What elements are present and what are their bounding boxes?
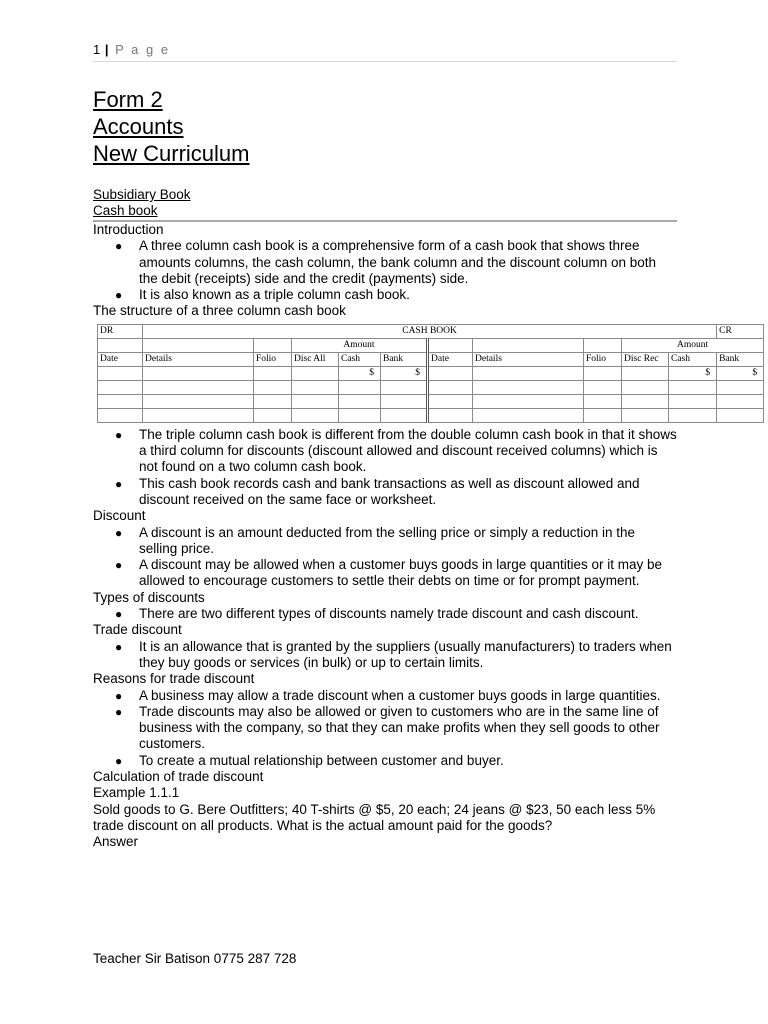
example-label: Example 1.1.1 [93,785,180,801]
bullet-icon: ● [115,753,123,768]
bullet-icon: ● [115,607,123,622]
example-text: Sold goods to G. Bere Outfitters; 40 T-shirts @ $5, 20 each; 24 jeans @ $23, 50 each less 5% trade discount on all products. What is the actual amount paid for the goods? [93,801,656,833]
answer-heading: Answer [93,834,139,850]
discount-heading: Discount [93,508,146,524]
bullet-icon: ● [115,239,123,254]
reasons-heading: Reasons for trade discount [93,671,255,687]
types-list [93,606,677,622]
title-curriculum: New Curriculum [93,141,250,166]
list-item: ● A business may allow a trade discount when a customer buys goods in large quantities. [115,687,661,703]
document-body [93,86,758,851]
list-item: ● A discount may be allowed when a customer buys goods in large quantities or it may be allowed to encourage customers to settle their debts on time or for prompt payment. [115,557,663,589]
list-item: ● This cash book records cash and bank transactions as well as discount allowed and discount received on the same face or worksheet. [115,475,640,507]
cash-book-heading: Cash book [93,203,677,222]
title-block [93,86,677,167]
cb-amount-left: Amount [292,338,428,352]
bullet-icon: ● [115,688,123,703]
title-form: Form 2 [93,87,163,112]
page-footer: Teacher Sir Batison 0775 287 728 [93,951,297,966]
cb-dr-label: DR [98,324,143,338]
bullet-icon: ● [115,476,123,491]
introduction-list [93,238,677,303]
types-heading: Types of discounts [93,589,205,605]
list-item: ● Trade discounts may also be allowed or given to customers who are in the same line of business with the company, so that they can make profits when they sell goods to other customers. [115,703,660,752]
page-label: P a g e [115,42,171,57]
cb-column-headers: Date Details Folio Disc All Cash Bank Date Details Folio Disc Rec Cash Bank [98,352,764,366]
cb-currency-row: $ $ $ $ [98,366,764,380]
bullet-icon: ● [115,704,123,719]
trade-heading: Trade discount [93,622,182,638]
discount-list [93,525,677,590]
cb-title: CASH BOOK [143,324,717,338]
calculation-heading: Calculation of trade discount [93,769,264,785]
bullet-icon: ● [115,288,123,303]
list-item: ● There are two different types of discounts namely trade discount and cash discount. [115,606,639,622]
bullet-icon: ● [115,427,123,442]
bullet-icon: ● [115,558,123,573]
list-item: ● It is an allowance that is granted by the suppliers (usually manufacturers) to traders when they buy goods or services (in bulk) or up to certain limits. [115,638,672,670]
cb-amount-right: Amount [622,338,764,352]
structure-list [93,427,677,508]
cash-book-table [97,324,763,423]
bullet-icon: ● [115,639,123,654]
trade-list [93,639,677,672]
page-number: 1 [93,42,101,57]
cb-cr-label: CR [717,324,764,338]
list-item: ● The triple column cash book is different from the double column cash book in that it shows a third column for discounts (discount allowed and discount received columns) which is not found on a two column cash book. [115,426,677,475]
reasons-list [93,688,677,769]
list-item: ● To create a mutual relationship between customer and buyer. [115,752,504,768]
page-separator: | [104,42,109,57]
page-header [93,42,677,62]
list-item: ● A discount is an amount deducted from the selling price or simply a reduction in the selling price. [115,524,636,556]
title-subject: Accounts [93,114,184,139]
list-item: ● A three column cash book is a comprehensive form of a cash book that shows three amounts columns, the cash column, the bank column and the discount column on both the debit (receipts) side and the credit (payments) side. [115,238,657,286]
introduction-heading: Introduction [93,222,164,237]
bullet-icon: ● [115,525,123,540]
list-item: ● It is also known as a triple column cash book. [115,287,410,303]
structure-heading: The structure of a three column cash book [93,303,346,319]
subsidiary-book-heading: Subsidiary Book [93,187,191,202]
